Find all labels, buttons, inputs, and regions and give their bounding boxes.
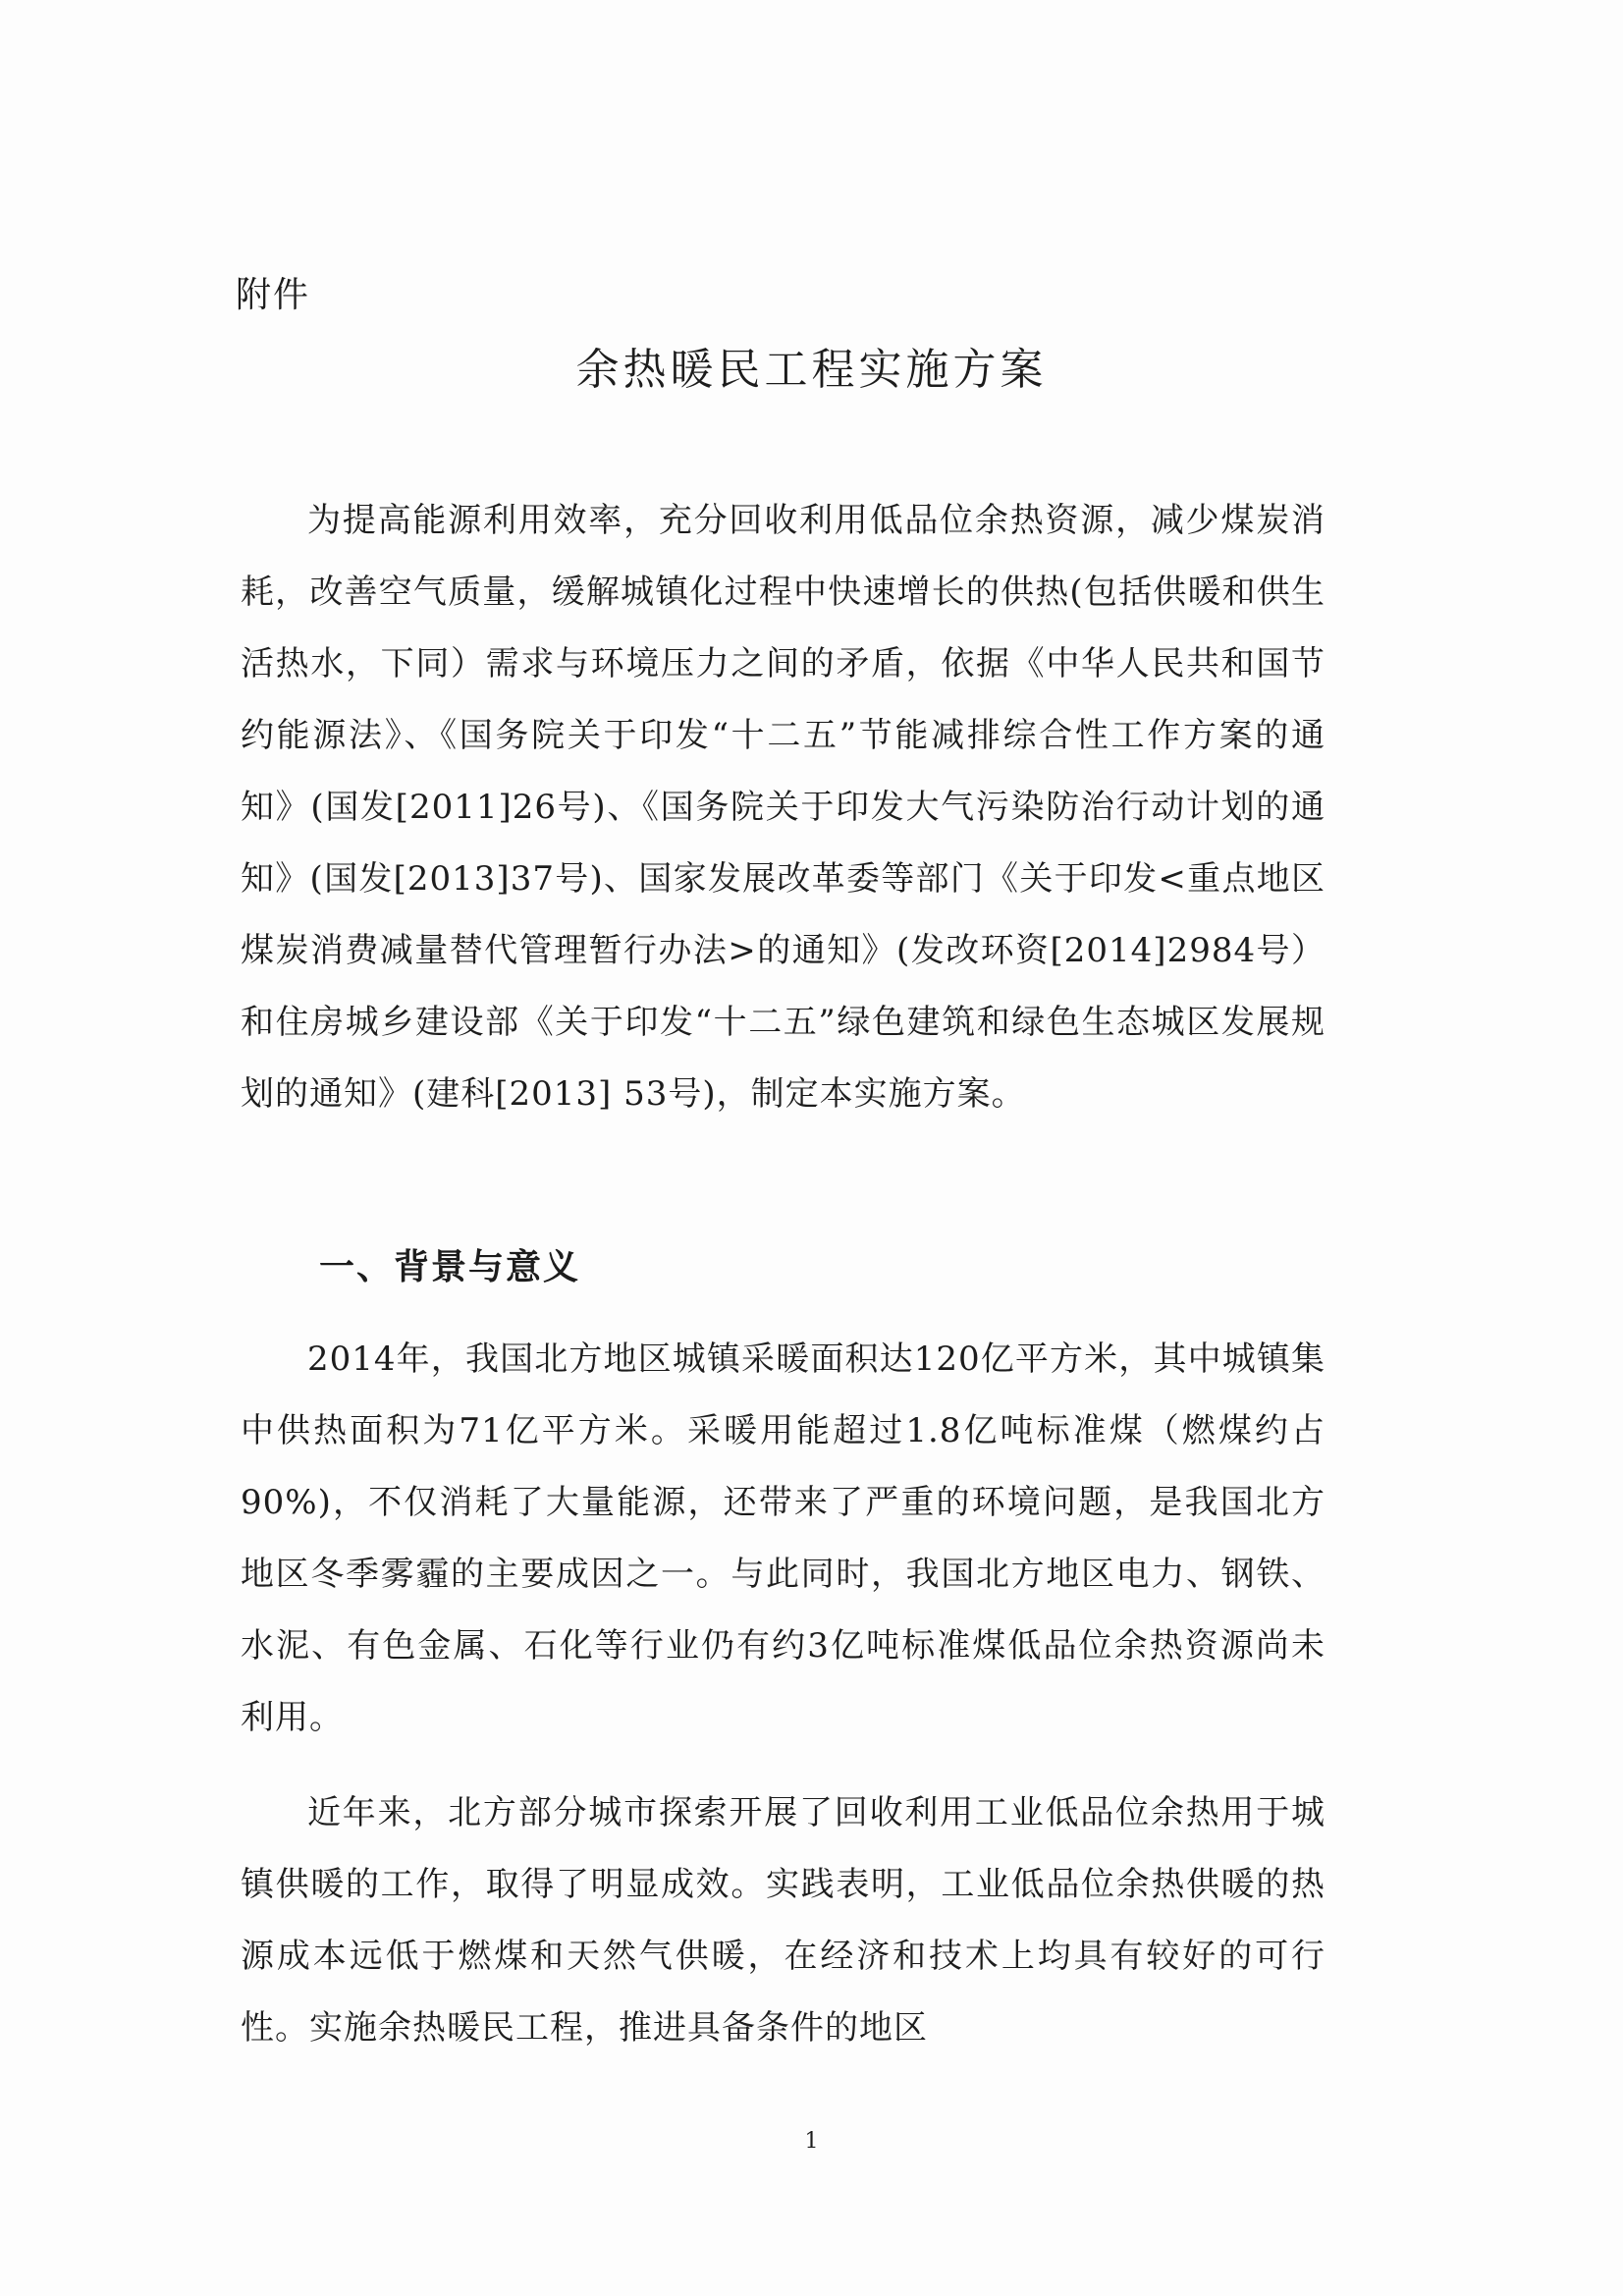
intro-paragraph: 为提高能源利用效率，充分回收利用低品位余热资源，减少煤炭消耗，改善空气质量，缓解城镇化过程中快速增长的供热(包括供暖和供生活热水，下同）需求与环境压力之间的矛盾，依据《中华人民共和国节约能源法》、《国务院关于印发“十二五”节能减排综合性工作方案的通知》(国发[2011]26号)、《国务院关于印发大气污染防治行动计划的通知》(国发[2013]37号)、国家发展改革委等部门《关于印发<重点地区煤炭消费减量替代管理暂行办法>的通知》(发改环资[2014]2984号）和住房城乡建设部《关于印发“十二五”绿色建筑和绿色生态城区发展规划的通知》(建科[2013] 53号)，制定本实施方案。 [241,501,1325,1114]
section-heading-background: 一、背景与意义 [319,1247,581,1287]
attachment-label: 附件 [236,275,311,315]
page-number: 1 [804,2129,819,2154]
document-title: 余热暖民工程实施方案 [575,345,1048,395]
background-paragraph-2: 近年来，北方部分城市探索开展了回收利用工业低品位余热用于城镇供暖的工作，取得了明显成效。实践表明，工业低品位余热供暖的热源成本远低于燃煤和天然气供暖，在经济和技术上均具有较好的可行性。实施余热暖民工程，推进具备条件的地区 [241,1793,1325,2048]
background-paragraph-1: 2014年，我国北方地区城镇采暖面积达120亿平方米，其中城镇集中供热面积为71亿平方米。采暖用能超过1.8亿吨标准煤（燃煤约占90%)，不仅消耗了大量能源，还带来了严重的环境问题，是我国北方地区冬季雾霾的主要成因之一。与此同时，我国北方地区电力、钢铁、水泥、有色金属、石化等行业仍有约3亿吨标准煤低品位余热资源尚未利用。 [241,1339,1325,1737]
